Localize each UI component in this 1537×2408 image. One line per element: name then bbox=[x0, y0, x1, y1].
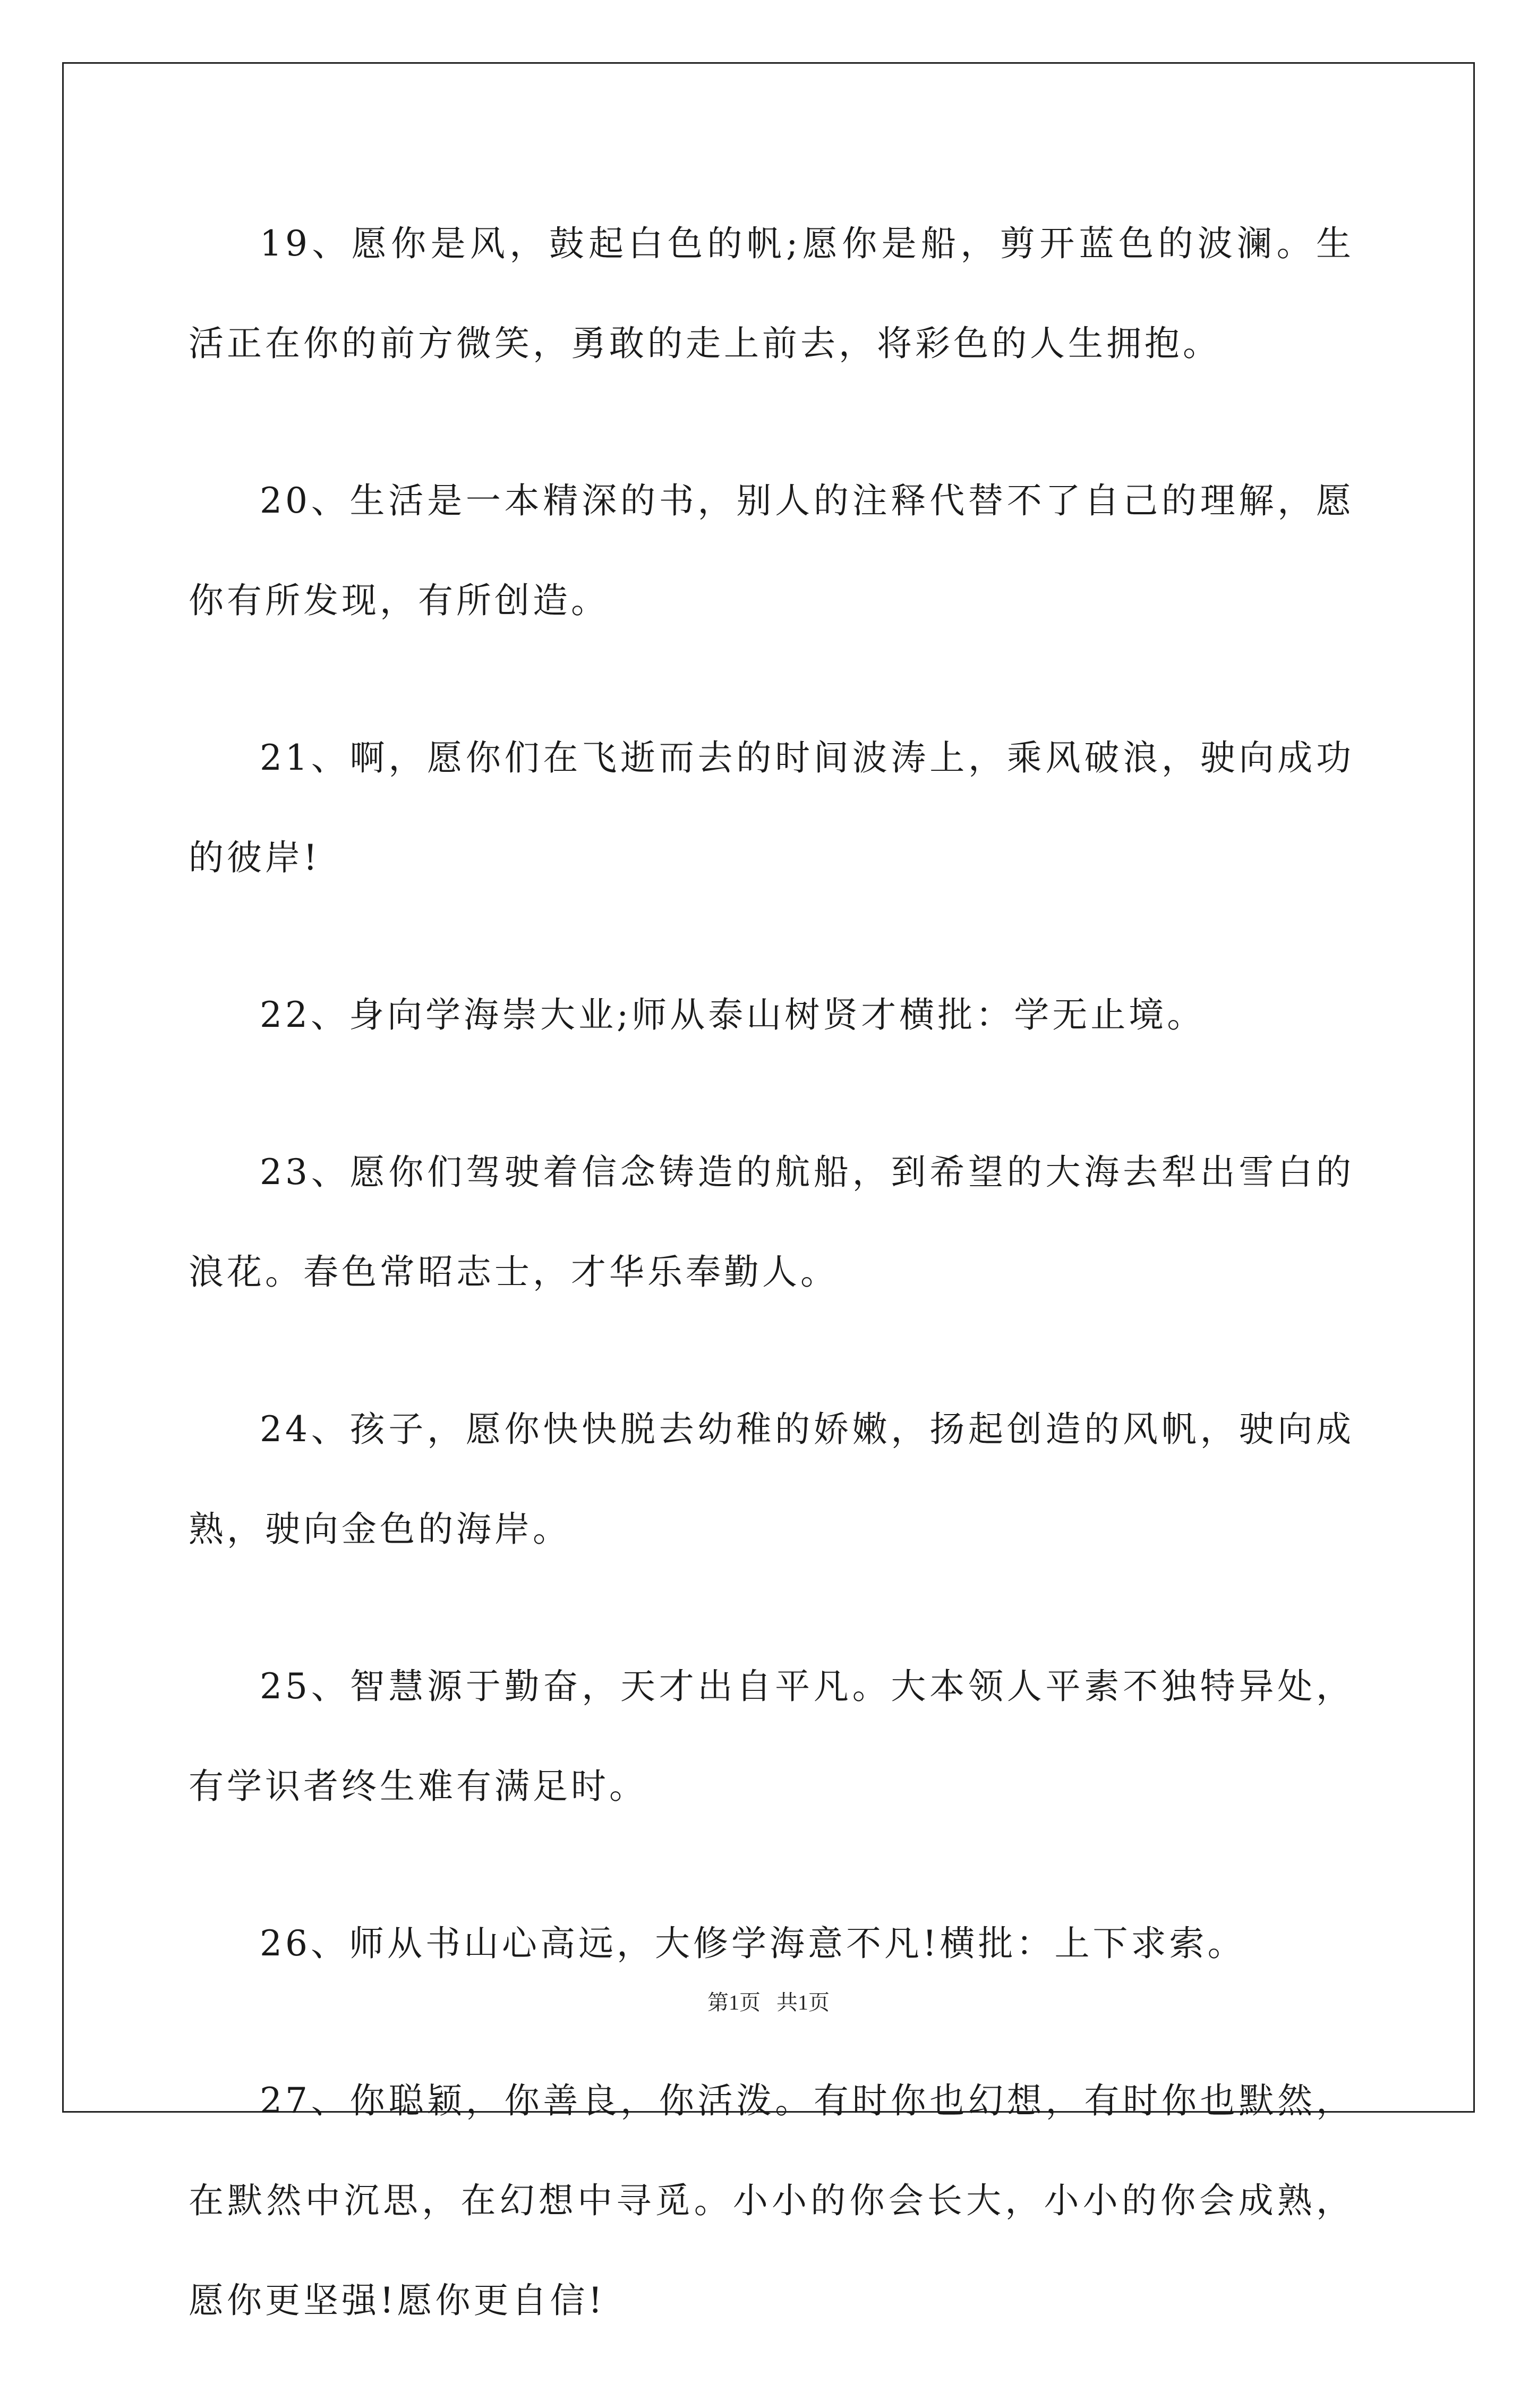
paragraph-26: 26、师从书山心高远，大修学海意不凡!横批：上下求索。 bbox=[260, 1923, 1246, 1964]
document-body bbox=[189, 194, 1354, 2408]
paragraph-22: 22、身向学海崇大业;师从泰山树贤才横批：学无止境。 bbox=[260, 994, 1206, 1035]
paragraph-20: 20、生活是一本精深的书，别人的注释代替不了自己的理解，愿你有所发现，有所创造。 bbox=[189, 480, 1354, 621]
paragraph-21: 21、啊，愿你们在飞逝而去的时间波涛上，乘风破浪，驶向成功的彼岸! bbox=[189, 737, 1354, 878]
paragraph-23: 23、愿你们驾驶着信念铸造的航船，到希望的大海去犁出雪白的浪花。春色常昭志士，才华乐奉勤人。 bbox=[189, 1152, 1354, 1292]
paragraph-25: 25、智慧源于勤奋，天才出自平凡。大本领人平素不独特异处，有学识者终生难有满足时。 bbox=[189, 1666, 1354, 1807]
paragraph-19: 19、愿你是风，鼓起白色的帆;愿你是船，剪开蓝色的波澜。生活正在你的前方微笑，勇敢的走上前去，将彩色的人生拥抱。 bbox=[189, 223, 1354, 364]
page-footer bbox=[0, 1987, 1537, 2019]
paragraph-27: 27、你聪颖，你善良，你活泼。有时你也幻想，有时你也默然，在默然中沉思，在幻想中寻觅。小小的你会长大，小小的你会成熟，愿你更坚强!愿你更自信! bbox=[189, 2080, 1354, 2321]
page-total: 共1页 bbox=[776, 1990, 830, 2014]
paragraph-24: 24、孩子，愿你快快脱去幼稚的娇嫩，扬起创造的风帆，驶向成熟，驶向金色的海岸。 bbox=[189, 1409, 1354, 1550]
page-number: 第1页 bbox=[707, 1990, 761, 2014]
